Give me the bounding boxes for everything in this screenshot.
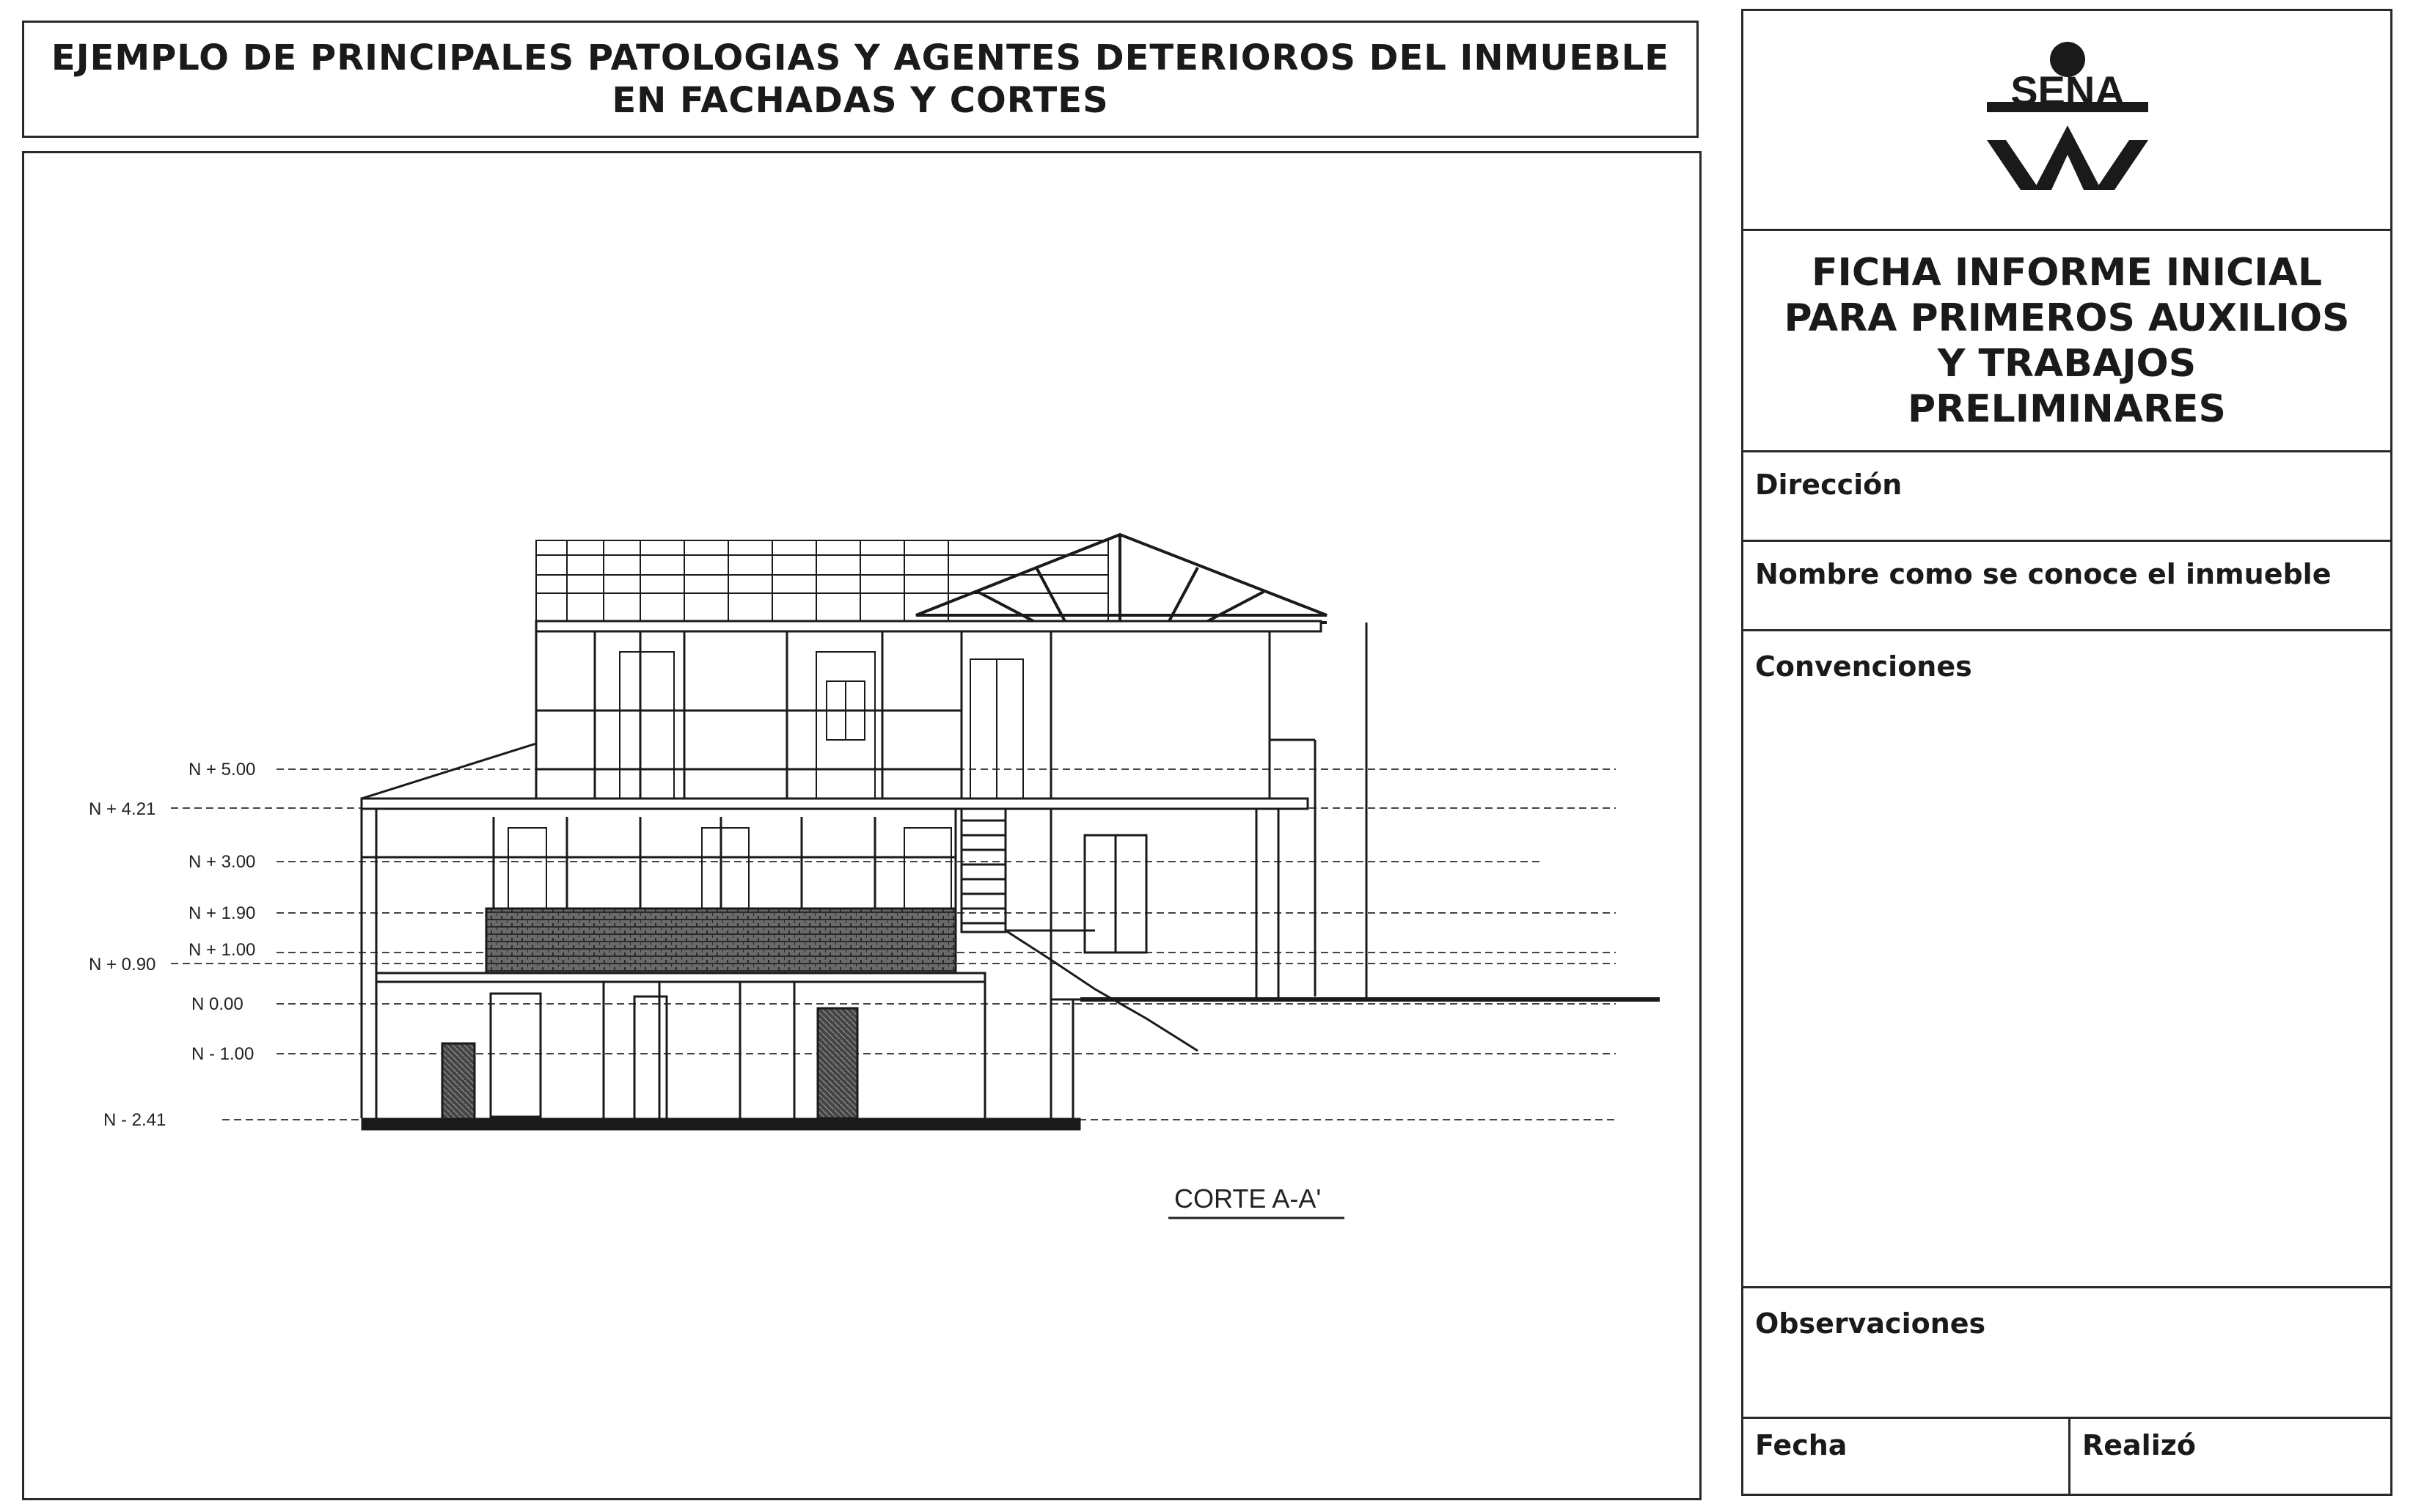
level-label: N - 1.00 <box>191 1044 255 1064</box>
level-label: N + 5.00 <box>188 760 256 779</box>
form-title-line: FICHA INFORME INICIAL <box>1811 250 2322 295</box>
section-label: CORTE A-A' <box>1174 1183 1322 1214</box>
observaciones-label: Observaciones <box>1755 1307 1986 1340</box>
title-line-1: EJEMPLO DE PRINCIPALES PATOLOGIAS Y AGENTES DETERIOROS DEL INMUEBLE <box>51 37 1670 78</box>
form-title <box>1784 250 2350 432</box>
title-line-2: EN FACHADAS Y CORTES <box>612 80 1109 121</box>
info-panel <box>1741 9 2392 1496</box>
fecha-label: Fecha <box>1755 1429 1848 1461</box>
direccion-label: Dirección <box>1755 469 1903 501</box>
row-divider <box>2068 1419 2070 1495</box>
form-title-line: PRELIMINARES <box>1907 386 2227 431</box>
section-drawing <box>24 153 1699 1498</box>
title-box <box>22 21 1699 138</box>
realizo-label: Realizó <box>2082 1429 2196 1461</box>
level-label: N + 3.00 <box>188 852 256 872</box>
observaciones-field[interactable] <box>1743 1288 2390 1419</box>
nombre-inmueble-field[interactable] <box>1743 542 2390 631</box>
level-label: N 0.00 <box>191 994 244 1014</box>
level-labels <box>89 760 255 1130</box>
level-label: N + 1.90 <box>188 903 256 923</box>
sena-logo-icon <box>1972 37 2163 213</box>
convenciones-label: Convenciones <box>1755 650 1972 683</box>
building-section <box>362 535 1660 1130</box>
logo-area <box>1743 11 2390 231</box>
form-title-line: Y TRABAJOS <box>1937 341 2197 386</box>
level-label: N + 4.21 <box>89 799 156 819</box>
signature-row <box>1743 1419 2390 1495</box>
form-title-area <box>1743 231 2390 452</box>
level-label: N - 2.41 <box>103 1110 166 1130</box>
form-title-line: PARA PRIMEROS AUXILIOS <box>1784 296 2350 340</box>
section-drawing-frame <box>22 151 1702 1500</box>
level-label: N + 0.90 <box>89 955 156 975</box>
convenciones-field[interactable] <box>1743 631 2390 1288</box>
page-title <box>51 37 1669 122</box>
level-label: N + 1.00 <box>188 940 256 960</box>
nombre-label: Nombre como se conoce el inmueble <box>1755 558 2332 590</box>
direccion-field[interactable] <box>1743 452 2390 542</box>
logo-text: SENA <box>2010 67 2125 114</box>
